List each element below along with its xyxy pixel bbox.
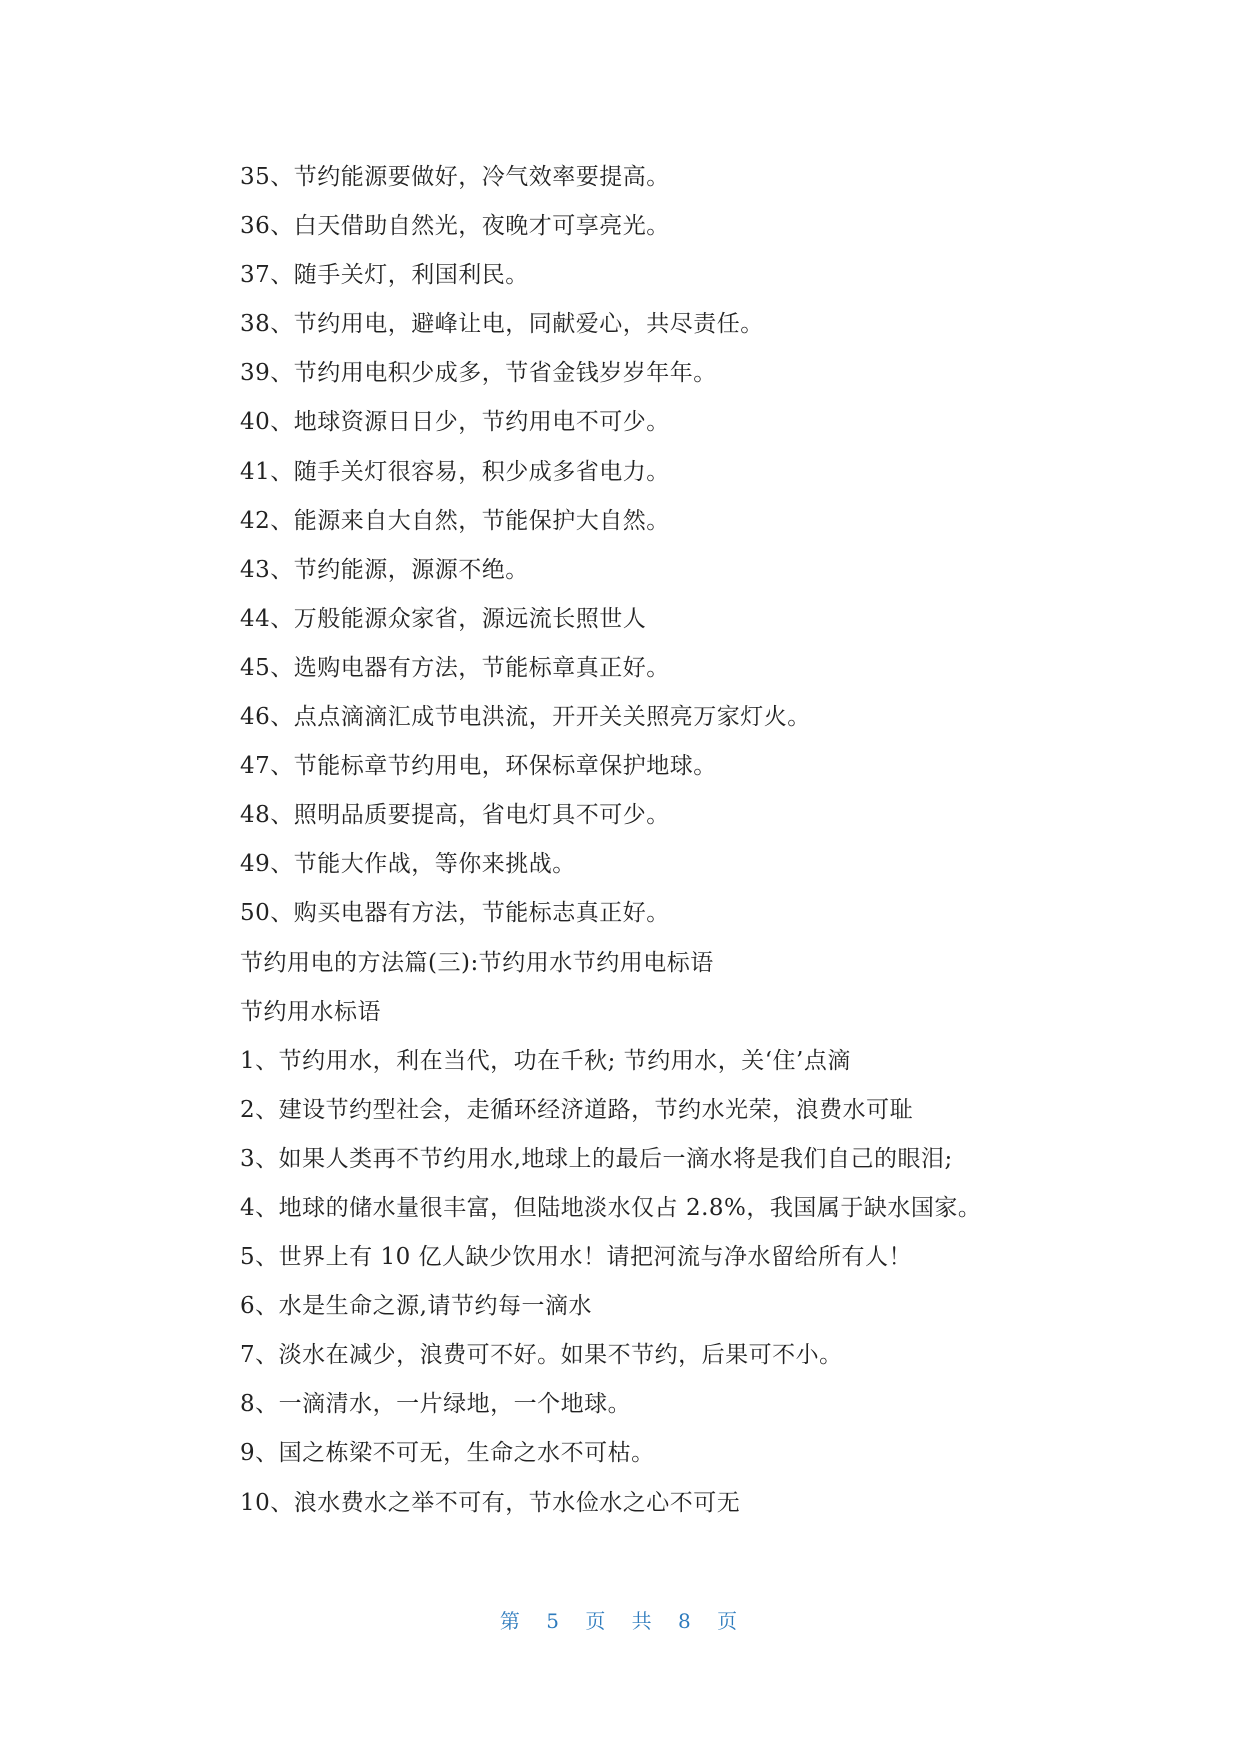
text-line: 5、世界上有 10 亿人缺少饮用水！请把河流与净水留给所有人！ <box>240 1244 913 1271</box>
text-line: 47、节能标章节约用电，环保标章保护地球。 <box>240 753 717 780</box>
text-line: 3、如果人类再不节约用水,地球上的最后一滴水将是我们自己的眼泪; <box>240 1145 953 1172</box>
text-line: 36、白天借助自然光，夜晚才可享亮光。 <box>240 213 670 240</box>
text-line: 38、节约用电，避峰让电，同献爱心，共尽责任。 <box>240 311 764 338</box>
text-line: 50、购买电器有方法，节能标志真正好。 <box>240 900 670 927</box>
text-line: 40、地球资源日日少，节约用电不可少。 <box>240 409 670 436</box>
text-line: 39、节约用电积少成多，节省金钱岁岁年年。 <box>240 360 717 387</box>
text-line: 44、万般能源众家省，源远流长照世人 <box>240 605 647 632</box>
section-heading: 节约用电的方法篇(三):节约用水节约用电标语 <box>240 949 714 976</box>
text-line: 8、一滴清水，一片绿地，一个地球。 <box>240 1391 632 1418</box>
text-line: 42、能源来自大自然，节能保护大自然。 <box>240 507 670 534</box>
page-number-footer: 第 5 页 共 8 页 <box>499 1609 742 1633</box>
text-line: 10、浪水费水之举不可有，节水俭水之心不可无 <box>240 1489 741 1516</box>
text-line: 9、国之栋梁不可无，生命之水不可枯。 <box>240 1440 655 1467</box>
document-body <box>240 153 1040 1528</box>
text-line: 7、淡水在减少，浪费可不好。如果不节约，后果可不小。 <box>240 1342 843 1369</box>
text-line: 46、点点滴滴汇成节电洪流，开开关关照亮万家灯火。 <box>240 704 811 731</box>
text-line: 37、随手关灯，利国利民。 <box>240 262 529 289</box>
text-line: 43、节约能源，源源不绝。 <box>240 556 529 583</box>
text-line: 1、节约用水，利在当代，功在千秋; 节约用水，关‘住’点滴 <box>240 1047 851 1074</box>
text-line: 49、节能大作战，等你来挑战。 <box>240 851 576 878</box>
text-line: 48、照明品质要提高，省电灯具不可少。 <box>240 802 670 829</box>
text-line: 35、节约能源要做好，冷气效率要提高。 <box>240 164 670 190</box>
text-line: 41、随手关灯很容易，积少成多省电力。 <box>240 458 670 485</box>
subsection-heading: 节约用水标语 <box>240 998 381 1025</box>
text-line: 45、选购电器有方法，节能标章真正好。 <box>240 654 670 681</box>
text-line: 6、水是生命之源,请节约每一滴水 <box>240 1293 592 1320</box>
text-line: 2、建设节约型社会，走循环经济道路，节约水光荣，浪费水可耻 <box>240 1096 914 1123</box>
text-line: 4、地球的储水量很丰富，但陆地淡水仅占 2.8%，我国属于缺水国家。 <box>240 1194 982 1221</box>
